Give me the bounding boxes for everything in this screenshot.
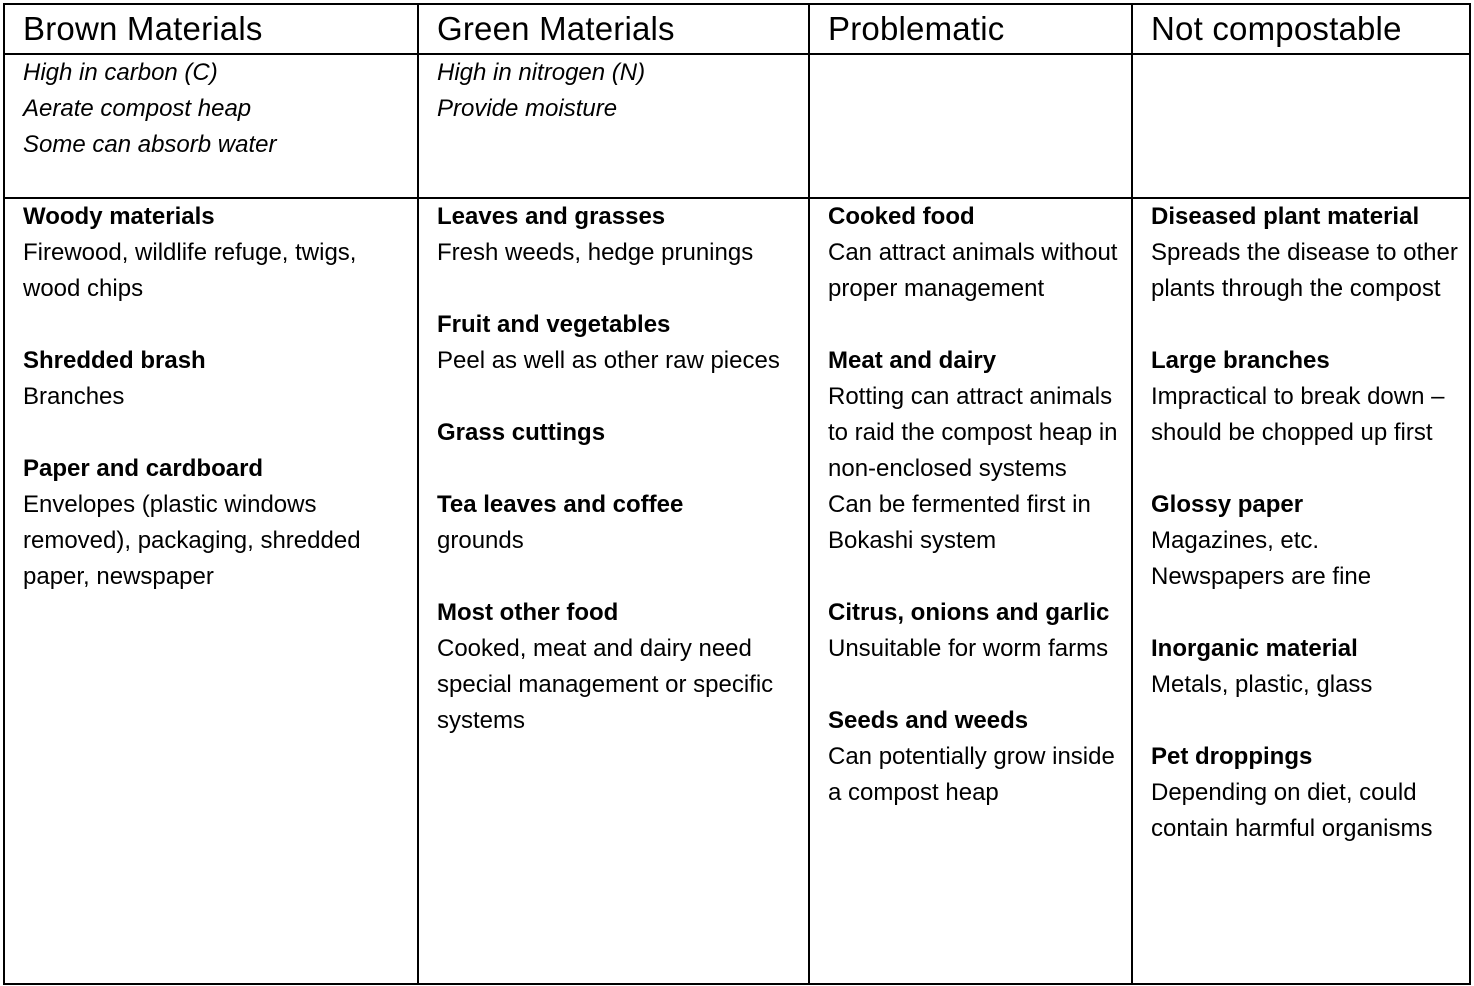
- item-tea-leaves-and-coffee: [437, 487, 802, 559]
- item-woody-materials: [23, 199, 411, 307]
- item-title: Pet droppings: [1151, 743, 1313, 770]
- item-title: Diseased plant material: [1151, 203, 1420, 230]
- item-text: Cooked, meat and dairy need special management or specific systems: [437, 635, 774, 734]
- item-text: Can be fermented first in Bokashi system: [828, 491, 1091, 554]
- item-title: Cooked food: [828, 203, 975, 230]
- item-text: Can potentially grow inside a compost heap: [828, 743, 1115, 806]
- items-row: [4, 198, 1470, 984]
- item-title: Citrus, onions and garlic: [828, 599, 1110, 626]
- description-row: [4, 54, 1470, 198]
- description-line: Aerate compost heap: [23, 95, 252, 122]
- item-leaves-and-grasses: [437, 199, 802, 271]
- item-diseased-plant-material: [1151, 199, 1463, 307]
- item-title: Large branches: [1151, 347, 1330, 374]
- item-meat-and-dairy: [828, 343, 1125, 559]
- item-text: Envelopes (plastic windows removed), packaging, shredded paper, newspaper: [23, 491, 361, 590]
- heading-not-compostable: Not compostable: [1132, 4, 1470, 54]
- item-citrus-onions-garlic: [828, 595, 1125, 667]
- item-paper-and-cardboard: [23, 451, 411, 595]
- description-line: High in carbon (C): [23, 59, 218, 86]
- item-text: Spreads the disease to other plants through the compost: [1151, 239, 1458, 302]
- item-fruit-and-vegetables: [437, 307, 802, 379]
- item-title: Seeds and weeds: [828, 707, 1029, 734]
- item-text: Newspapers are fine: [1151, 563, 1372, 590]
- description-problematic: [809, 54, 1132, 198]
- description-green: [418, 54, 809, 198]
- item-title: Fruit and vegetables: [437, 311, 671, 338]
- items-brown: [4, 198, 418, 984]
- item-glossy-paper: [1151, 487, 1463, 595]
- description-line: Provide moisture: [437, 95, 618, 122]
- item-text: Rotting can attract animals to raid the compost heap in non-enclosed systems: [828, 383, 1118, 482]
- description-line: Some can absorb water: [23, 131, 277, 158]
- item-title: Grass cuttings: [437, 419, 606, 446]
- item-text: Metals, plastic, glass: [1151, 671, 1373, 698]
- item-text: Impractical to break down – should be chopped up first: [1151, 383, 1445, 446]
- item-title: Inorganic material: [1151, 635, 1358, 662]
- item-large-branches: [1151, 343, 1463, 451]
- items-green: [418, 198, 809, 984]
- item-text: Branches: [23, 383, 125, 410]
- item-seeds-and-weeds: [828, 703, 1125, 811]
- item-text: Peel as well as other raw pieces: [437, 347, 780, 374]
- item-title: Paper and cardboard: [23, 455, 264, 482]
- item-text: Firewood, wildlife refuge, twigs, wood chips: [23, 239, 357, 302]
- header-row: [4, 4, 1470, 54]
- item-title: Tea leaves and coffee: [437, 491, 684, 518]
- description-line: High in nitrogen (N): [437, 59, 646, 86]
- item-inorganic-material: [1151, 631, 1463, 703]
- item-pet-droppings: [1151, 739, 1463, 847]
- heading-brown-materials: Brown Materials: [4, 4, 418, 54]
- item-cooked-food: [828, 199, 1125, 307]
- item-title: Leaves and grasses: [437, 203, 666, 230]
- item-text: Unsuitable for worm farms: [828, 635, 1109, 662]
- item-title: Glossy paper: [1151, 491, 1304, 518]
- items-not-compostable: [1132, 198, 1470, 984]
- item-text: Can attract animals without proper management: [828, 239, 1118, 302]
- item-title: Shredded brash: [23, 347, 206, 374]
- item-text: Magazines, etc.: [1151, 527, 1320, 554]
- item-most-other-food: [437, 595, 802, 739]
- heading-green-materials: Green Materials: [418, 4, 809, 54]
- item-title: Most other food: [437, 599, 619, 626]
- item-shredded-brash: [23, 343, 411, 415]
- item-text: Depending on diet, could contain harmful organisms: [1151, 779, 1433, 842]
- description-not-compostable: [1132, 54, 1470, 198]
- heading-problematic: Problematic: [809, 4, 1132, 54]
- item-title: Meat and dairy: [828, 347, 997, 374]
- item-grass-cuttings: [437, 415, 802, 451]
- item-text: grounds: [437, 527, 524, 554]
- items-problematic: [809, 198, 1132, 984]
- description-brown: [4, 54, 418, 198]
- item-title: Woody materials: [23, 203, 215, 230]
- item-text: Fresh weeds, hedge prunings: [437, 239, 754, 266]
- compost-materials-table: [3, 3, 1471, 985]
